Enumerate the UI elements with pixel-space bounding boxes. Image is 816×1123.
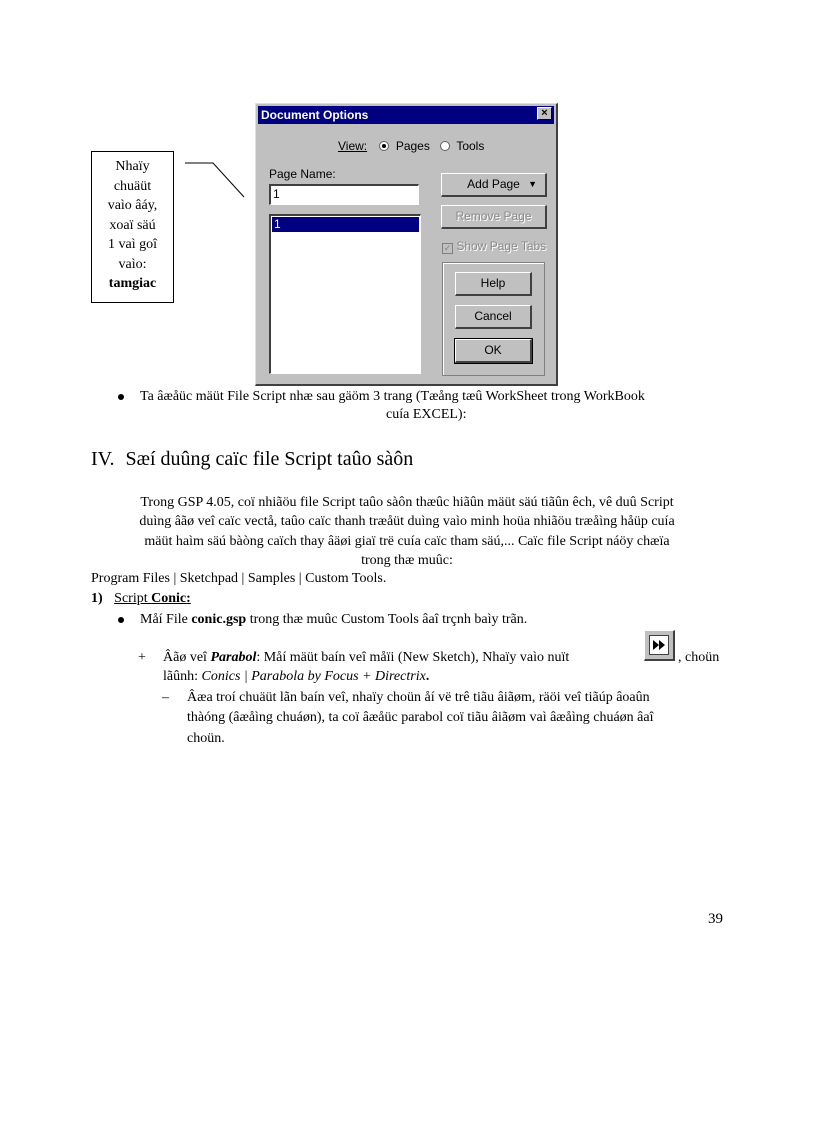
view-label: View: bbox=[338, 139, 368, 153]
paragraph-line: Trong GSP 4.05, coï nhiãöu file Script taûo sàôn thæûc hiãûn mäüt säú tiãûn êch, vê duû Script bbox=[140, 495, 674, 510]
callout-line: vaìo: bbox=[118, 256, 147, 272]
add-page-button[interactable] bbox=[441, 173, 547, 197]
remove-page-label: Remove Page bbox=[455, 209, 532, 223]
plus-after-icon: , choün bbox=[678, 650, 720, 665]
command-path: Conics | Parabola by Focus + Directrix bbox=[201, 669, 426, 684]
close-icon: × bbox=[541, 107, 548, 119]
command-end: . bbox=[425, 669, 430, 684]
pages-radio-icon[interactable] bbox=[379, 141, 389, 151]
page-list[interactable] bbox=[269, 214, 421, 374]
bullet2-prefix: Måí File bbox=[140, 612, 192, 627]
help-button[interactable] bbox=[455, 272, 532, 296]
bullet-text-continued: cuía EXCEL): bbox=[386, 407, 467, 422]
plus-text bbox=[163, 650, 569, 666]
dialog-titlebar[interactable] bbox=[258, 106, 554, 124]
view-option-tools[interactable]: Tools bbox=[456, 139, 485, 153]
view-selector bbox=[338, 139, 487, 153]
page-number: 39 bbox=[708, 911, 723, 927]
plus-description: : Måí mäüt baín veî måïi (New Sketch), Nhaïy vaìo nuït bbox=[256, 650, 570, 665]
cancel-button[interactable] bbox=[455, 305, 532, 329]
dash-text: Âæa troí chuäüt lãn baín veî, nhaïy choün åí vë trê tiãu âiãøm, räöi veî tiãúp âoaûn bbox=[187, 690, 650, 705]
dropdown-arrow-icon: ▼ bbox=[528, 179, 537, 189]
dash-marker: – bbox=[162, 690, 169, 705]
fast-forward-tool-icon bbox=[644, 630, 675, 661]
show-page-tabs-label: Show Page Tabs bbox=[456, 239, 547, 253]
bullet-icon bbox=[118, 394, 124, 400]
item-heading bbox=[114, 591, 191, 606]
paragraph-line: mäüt haìm säú bàòng caïch thay âäøi giaï trë cuía caïc tham säú,... Caïc file Script náöy chæïa bbox=[144, 534, 670, 549]
section-title: Sæí duûng caïc file Script taûo sàôn bbox=[125, 448, 414, 470]
page-list-item[interactable]: 1 bbox=[272, 217, 419, 232]
page-name-input[interactable]: 1 bbox=[269, 184, 419, 205]
callout-line: chuäüt bbox=[113, 178, 152, 194]
page-name-label: Page Name: bbox=[269, 167, 336, 181]
numbered-item bbox=[91, 591, 191, 607]
callout-script-name: tamgiac bbox=[108, 276, 157, 291]
view-option-pages[interactable]: Pages bbox=[395, 139, 430, 153]
callout-line: Nhaïy bbox=[115, 159, 150, 174]
section-number: IV. bbox=[91, 448, 115, 470]
item-name: Conic bbox=[151, 591, 187, 606]
help-label: Help bbox=[480, 276, 506, 290]
item-prefix: Script bbox=[114, 591, 152, 606]
item-colon: : bbox=[186, 591, 191, 606]
remove-page-button[interactable] bbox=[441, 205, 547, 229]
dialog-title: Document Options bbox=[261, 108, 369, 122]
item-number: 1) bbox=[91, 591, 103, 606]
plus-prefix: Âãø veî bbox=[163, 650, 211, 665]
section-heading bbox=[91, 448, 413, 471]
bullet2-file: conic.gsp bbox=[191, 612, 247, 627]
bullet-text bbox=[140, 612, 527, 628]
show-page-tabs-option[interactable] bbox=[442, 239, 546, 254]
ok-label: OK bbox=[484, 343, 502, 357]
ok-button[interactable] bbox=[455, 339, 532, 363]
fast-forward-icon bbox=[650, 636, 668, 654]
bullet-icon bbox=[118, 617, 124, 623]
plus-marker: + bbox=[138, 650, 146, 665]
close-button[interactable] bbox=[537, 107, 552, 120]
checkbox-checked-icon[interactable]: ✓ bbox=[443, 243, 452, 253]
dash-text: choün. bbox=[187, 731, 225, 746]
plus-term: Parabol bbox=[210, 650, 257, 665]
callout-box bbox=[91, 151, 174, 303]
bullet-text: Ta âæåüc mäüt File Script nhæ sau gäöm 3 trang (Tæång tæû WorkSheet trong WorkBook bbox=[140, 389, 645, 404]
plus-text-line2 bbox=[163, 669, 429, 685]
document-options-dialog bbox=[255, 103, 558, 386]
bullet2-suffix: trong thæ muûc Custom Tools âaî trçnh baìy trãn. bbox=[246, 612, 528, 627]
folder-path: Program Files | Sketchpad | Samples | Custom Tools. bbox=[91, 571, 387, 586]
add-page-label: Add Page bbox=[467, 177, 520, 191]
tools-radio-icon[interactable] bbox=[440, 141, 450, 151]
dash-text: thàóng (âæåìng chuáøn), ta coï âæåüc parabol coï tiãu âiãøm vaì âæåìng chuáøn âaî bbox=[187, 710, 654, 725]
callout-line: xoaï säú bbox=[109, 217, 156, 233]
callout-line: 1 vaì goî bbox=[108, 237, 157, 252]
cancel-label: Cancel bbox=[474, 309, 512, 323]
command-label: lãûnh: bbox=[163, 669, 202, 684]
paragraph-line: duìng âãø veî caïc vectå, taûo caïc thanh træåüt duìng vaìo minh hoüa nhiãöu træåìng håüp cuía bbox=[139, 514, 675, 529]
paragraph-line: trong thæ muûc: bbox=[361, 553, 453, 568]
callout-line: vaìo âáy, bbox=[107, 198, 158, 213]
